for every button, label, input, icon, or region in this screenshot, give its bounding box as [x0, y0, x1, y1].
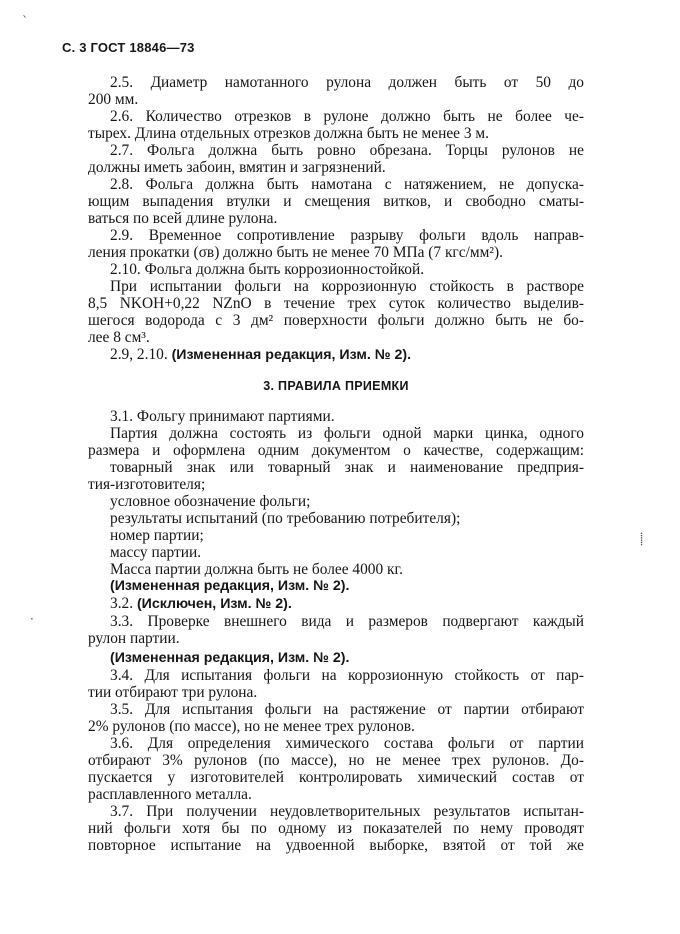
section-3-text	[88, 408, 584, 854]
item-bold: (Исключен, Изм. № 2).	[136, 596, 292, 612]
text-line: 2.7. Фольга должна быть ровно обрезана. Торцы рулонов не	[110, 142, 584, 159]
text-line: условное обозначение фольги;	[110, 493, 311, 510]
text-line: 3.3. Проверке внешнего вида и размеров подвергают каждый	[110, 613, 584, 630]
text-line: 2% рулонов (по массе), но не менее трех рулонов.	[88, 718, 415, 735]
item-prefix: 3.2.	[110, 595, 137, 612]
text-line: ний фольги хотя бы по одному из показателей по нему проводят	[88, 820, 584, 837]
text-line: 2.9. Временное сопротивление разрыву фольги вдоль направ-	[110, 227, 584, 244]
text-line: 8,5 NKOH+0,22 NZnO в течение трех суток количество выделив-	[88, 295, 584, 312]
text-line: 3.6. Для определения химического состава фольги от партии	[110, 735, 584, 752]
amendment-note	[88, 346, 584, 364]
text-line: результаты испытаний (по требованию потребителя);	[110, 510, 461, 527]
text-line: номер партии;	[110, 527, 204, 544]
text-line: рулон партии.	[88, 630, 180, 647]
text-line: пускается у изготовителей контролировать химический состав от	[88, 769, 584, 786]
section-3-heading: 3. ПРАВИЛА ПРИЕМКИ	[263, 379, 409, 393]
text-line: товарный знак или товарный знак и наименование предприя-	[110, 459, 584, 476]
amendment-prefix: 2.9, 2.10.	[110, 346, 172, 363]
text-line: 2.6. Количество отрезков в рулоне должно быть не более че-	[110, 108, 584, 125]
amendment-note: (Измененная редакция, Изм. № 2).	[110, 578, 350, 594]
text-line: При испытании фольги на коррозионную стойкость в растворе	[110, 278, 584, 295]
text-line: расплавленного металла.	[88, 786, 252, 803]
text-line: ления прокатки (σв) должно быть не менее 70 МПа (7 кгс/мм²).	[88, 244, 503, 261]
text-line: 3.1. Фольгу принимают партиями.	[110, 408, 335, 425]
text-line: Партия должна состоять из фольги одной марки цинка, одного	[110, 425, 584, 442]
text-line: тии отбирают три рулона.	[88, 684, 258, 701]
text-line: повторное испытание на удвоенной выборке, взятой от той же	[88, 837, 584, 854]
page-header: С. 3 ГОСТ 18846—73	[62, 40, 195, 55]
text-line: массу партии.	[110, 544, 202, 561]
text-line: лее 8 см³.	[88, 329, 150, 346]
text-line: 3.4. Для испытания фольги на коррозионную стойкость от пар-	[110, 667, 584, 684]
text-line: Масса партии должна быть не более 4000 кг.	[110, 561, 403, 578]
scan-speck: ·	[30, 612, 34, 626]
amendment-note: (Измененная редакция, Изм. № 2).	[110, 650, 350, 666]
text-line: шегося водорода с 3 дм² поверхности фольги должно быть не бо-	[88, 312, 584, 329]
section-2-text	[88, 74, 584, 364]
scan-speck: ⸽	[640, 532, 644, 546]
text-line: 2.8. Фольга должна быть намотана с натяжением, не допуска-	[110, 176, 584, 193]
text-line: 2.10. Фольга должна быть коррозионностойкой.	[110, 261, 425, 278]
text-line: ющим выпадения втулки и смещения витков, и свободно сматы-	[88, 193, 584, 210]
text-line: отбирают 3% рулонов (по массе), но не менее трех рулонов. До-	[88, 752, 584, 769]
text-line: 3.7. При получении неудовлетворительных результатов испытан-	[110, 803, 584, 820]
excluded-item	[88, 595, 584, 613]
scan-speck: ˋ	[22, 14, 28, 28]
text-line: ваться по всей длине рулона.	[88, 210, 278, 227]
text-line: 3.5. Для испытания фольги на растяжение от партии отбирают	[110, 701, 584, 718]
text-line: 2.5. Диаметр намотанного рулона должен быть от 50 до	[110, 74, 584, 91]
text-line: должны иметь забоин, вмятин и загрязнений.	[88, 159, 386, 176]
amendment-bold: (Измененная редакция, Изм. № 2).	[171, 347, 412, 363]
text-line: размера и оформлена одним документом о качестве, содержащим:	[88, 442, 584, 459]
text-line: тия-изготовителя;	[88, 476, 206, 493]
text-line: 200 мм.	[88, 91, 139, 108]
document-body	[88, 74, 584, 854]
text-line: тырех. Длина отдельных отрезков должна быть не менее 3 м.	[88, 125, 489, 142]
